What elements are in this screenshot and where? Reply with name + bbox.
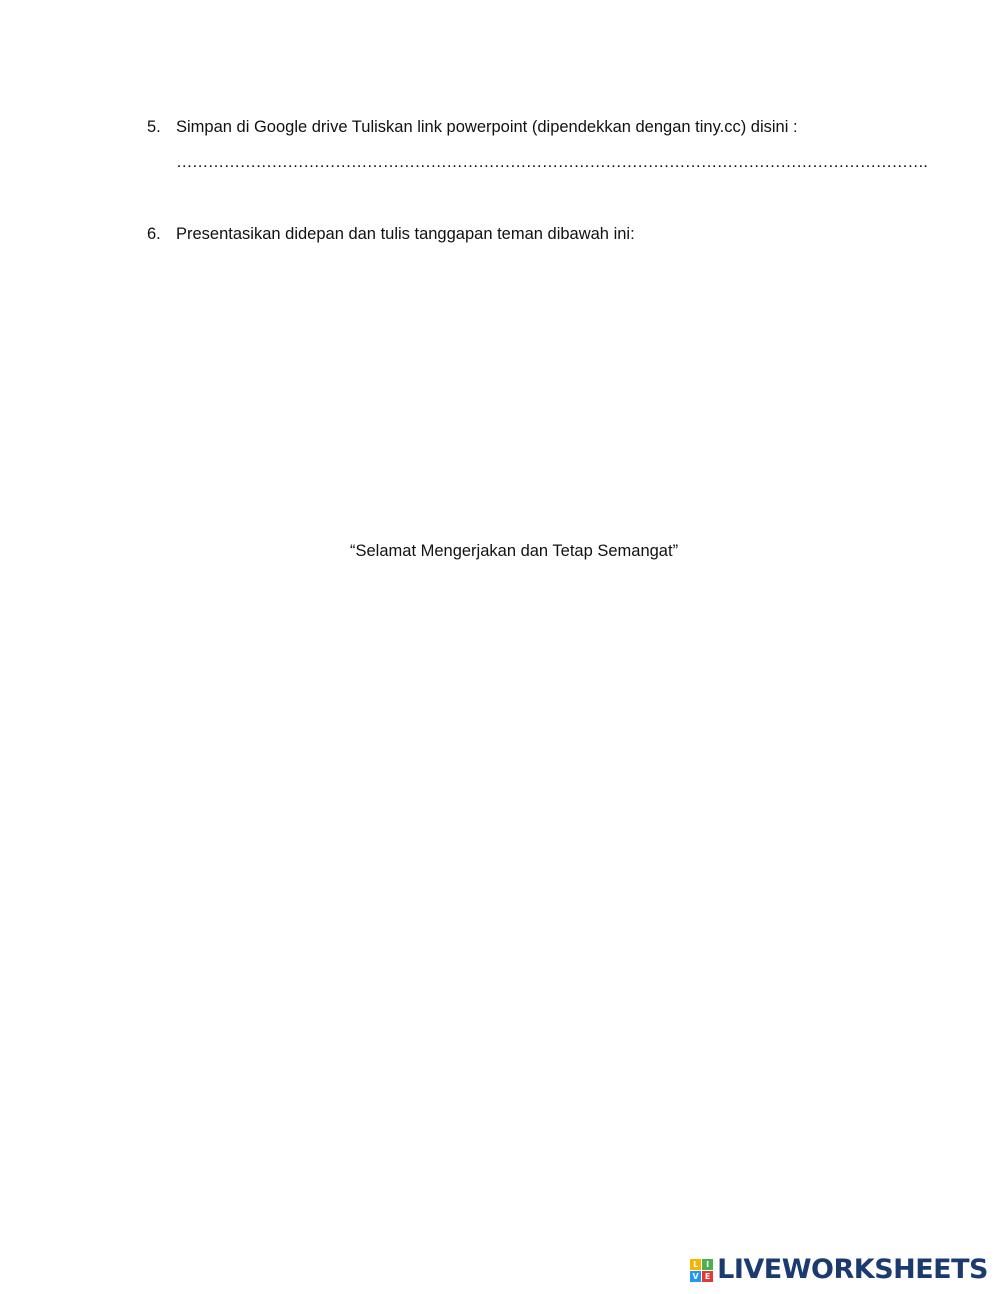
- item-number: 6.: [147, 225, 161, 243]
- instruction-item-5: [147, 117, 798, 137]
- brand-name: LIVEWORKSHEETS: [717, 1254, 988, 1285]
- liveworksheets-logo-icon: [690, 1259, 713, 1282]
- instruction-item-6: [147, 224, 635, 244]
- item-text: Simpan di Google drive Tuliskan link powerpoint (dipendekkan dengan tiny.cc) disini :: [176, 118, 798, 136]
- closing-message: “Selamat Mengerjakan dan Tetap Semangat”: [350, 542, 679, 560]
- liveworksheets-brand[interactable]: [690, 1253, 988, 1287]
- item-number: 5.: [147, 118, 161, 136]
- logo-letter-i: I: [702, 1259, 713, 1270]
- logo-letter-l: L: [690, 1259, 701, 1270]
- logo-letter-v: V: [690, 1271, 701, 1282]
- answer-dotted-line[interactable]: …………………………………………………………………………………………………………………………….: [176, 153, 928, 171]
- logo-letter-e: E: [702, 1271, 713, 1282]
- item-text: Presentasikan didepan dan tulis tanggapan teman dibawah ini:: [176, 225, 635, 243]
